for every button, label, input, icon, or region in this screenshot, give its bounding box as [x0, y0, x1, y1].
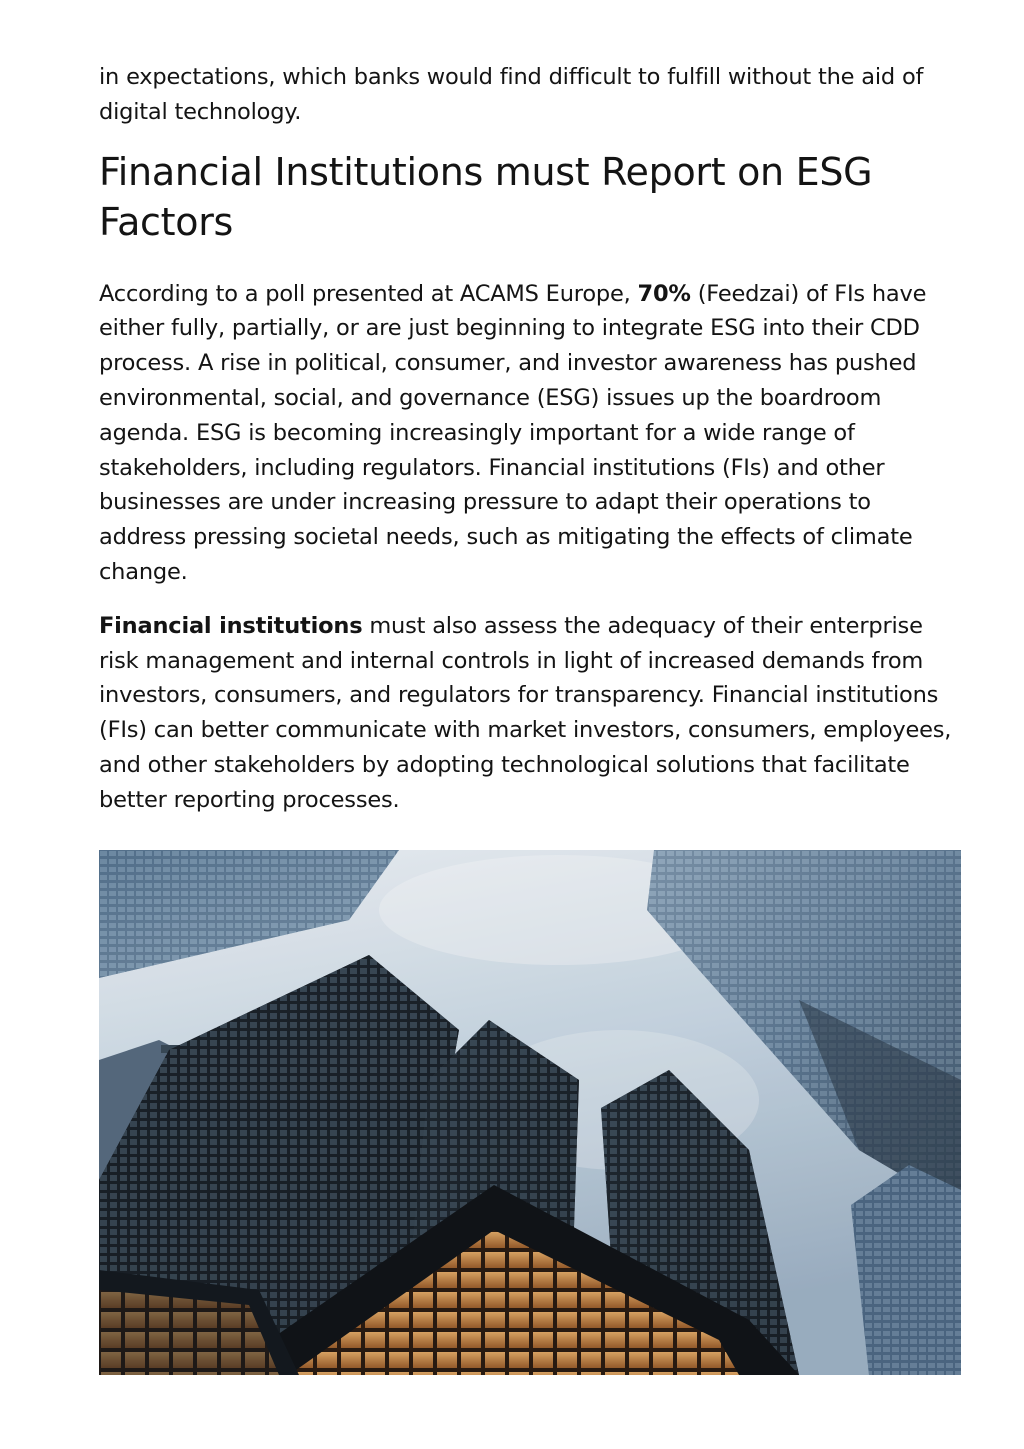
esg-paragraph — [99, 277, 961, 590]
document-page — [99, 60, 961, 818]
esg-paragraph-body: (Feedzai) of FIs have either fully, partially, or are just beginning to integrate ESG into their CDD process. A rise in political, consumer, and investor awareness has pushed environmental, social, and governance (ESG) issues up the boardroom agenda. ESG is becoming increasingly important for a wide range of stakeholders, including regulators. Financial institutions (FIs) and other businesses are under increasing pressure to adapt their operations to address pressing societal needs, such as mitigating the effects of climate change. — [99, 280, 927, 585]
skyscrapers-photo — [99, 850, 961, 1375]
section-heading: Financial Institutions must Report on ESG Factors — [99, 149, 873, 244]
skyscrapers-illustration — [99, 850, 961, 1375]
risk-paragraph-body: must also assess the adequacy of their enterprise risk management and internal controls in light of increased demands from investors, consumers, and regulators for transparency. Financial institutions (FIs) can better communicate with market investors, consumers, employees, and other stakeholders by adopting technological solutions that facilitate better reporting processes. — [99, 612, 952, 813]
risk-paragraph — [99, 609, 961, 818]
risk-paragraph-lead: Financial institutions — [99, 612, 363, 639]
esg-stat-highlight: 70% — [637, 280, 691, 307]
intro-paragraph: in expectations, which banks would find difficult to fulfill without the aid of digital technology. — [99, 64, 924, 125]
esg-paragraph-lead: According to a poll presented at ACAMS Europe, — [99, 280, 638, 307]
